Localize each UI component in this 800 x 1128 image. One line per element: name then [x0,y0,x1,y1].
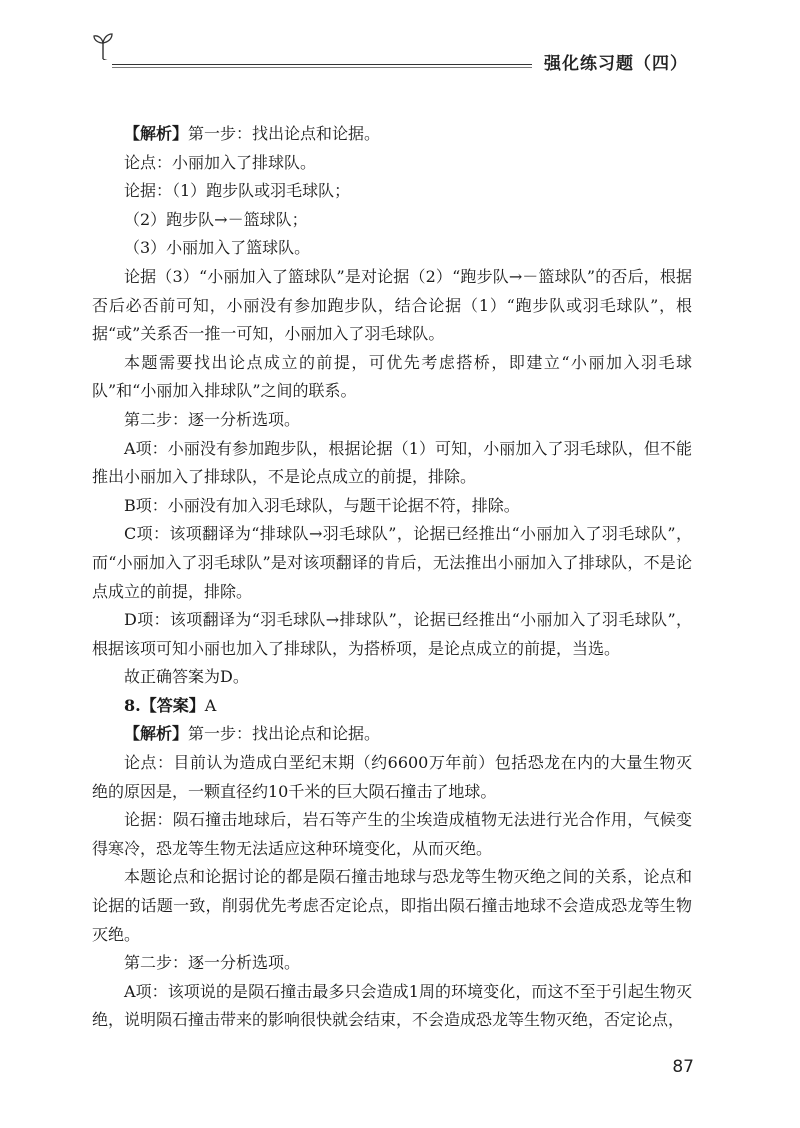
paragraph [92,120,692,149]
sprout-icon [92,30,114,60]
paragraph-text: 论点：目前认为造成白垩纪末期（约6600万年前）包括恐龙在内的大量生物灭绝的原因是，一颗直径约10千米的巨大陨石撞击了地球。 [92,753,692,801]
paragraph [92,520,692,606]
paragraph [92,206,692,235]
paragraph [92,978,692,1035]
paragraph [92,606,692,663]
paragraph [92,263,692,349]
paragraph-text: D项：该项翻译为“羽毛球队→排球队”，论据已经推出“小丽加入了羽毛球队”，根据该项可知小丽也加入了排球队，为搭桥项，是论点成立的前提，当选。 [92,610,692,658]
paragraph-text: 第一步：找出论点和论据。 [188,724,381,744]
paragraph [92,349,692,406]
paragraph-text: A项：该项说的是陨石撞击最多只会造成1周的环境变化，而这不至于引起生物灭绝，说明陨石撞击带来的影响很快就会结束，不会造成恐龙等生物灭绝，否定论点， [92,981,692,1030]
paragraph-text: 第二步：逐一分析选项。 [124,953,301,973]
paragraph-label: 【解析】 [124,724,189,744]
paragraph-text: 第二步：逐一分析选项。 [124,409,301,429]
paragraph-text: 论点：小丽加入了排球队。 [124,152,317,172]
paragraph [92,949,692,978]
paragraph [92,663,692,692]
paragraph [92,720,692,749]
paragraph [92,234,692,263]
header-rule [112,64,532,65]
page-number: 87 [672,1057,694,1077]
paragraph-label: 8.【答案】 [124,695,205,715]
paragraph [92,492,692,521]
paragraph-text: 本题论点和论据讨论的都是陨石撞击地球与恐龙等生物灭绝之间的关系，论点和论据的话题一致，削弱优先考虑否定论点，即指出陨石撞击地球不会造成恐龙等生物灭绝。 [92,867,692,944]
paragraph-label: 【解析】 [124,124,189,143]
paragraph-text: 论据（3）“小丽加入了篮球队”是对论据（2）“跑步队→－篮球队”的否后，根据否后必否前可知，小丽没有参加跑步队，结合论据（1）“跑步队或羽毛球队”，根据“或”关系否一推一可知，小丽加入了羽毛球队。 [92,266,692,344]
paragraph-text: B项：小丽没有加入羽毛球队，与题干论据不符，排除。 [124,495,520,515]
paragraph-text: A项：小丽没有参加跑步队，根据论据（1）可知，小丽加入了羽毛球队，但不能推出小丽加入了排球队，不是论点成立的前提，排除。 [92,438,692,487]
paragraph [92,749,692,806]
paragraph [92,435,692,492]
running-header-title: 强化练习题（四） [544,54,688,74]
paragraph-text: A [204,695,217,715]
paragraph-text: C项：该项翻译为“排球队→羽毛球队”，论据已经推出“小丽加入了羽毛球队”，而“小丽加入了羽毛球队”是对该项翻译的肯后，无法推出小丽加入了排球队，不是论点成立的前提，排除。 [92,524,692,601]
paragraph [92,863,692,949]
paragraph-text: 故正确答案为D。 [124,667,249,687]
paragraph-text: 论据：陨石撞击地球后，岩石等产生的尘埃造成植物无法进行光合作用，气候变得寒冷，恐龙等生物无法适应这种环境变化，从而灭绝。 [92,810,692,858]
page-body [92,120,692,1035]
paragraph [92,806,692,863]
paragraph [92,406,692,435]
paragraph-text: （2）跑步队→－篮球队； [124,209,308,229]
header-rule-thin [112,67,532,68]
paragraph-text: 论据：（1）跑步队或羽毛球队； [124,181,351,201]
paragraph-text: 本题需要找出论点成立的前提，可优先考虑搭桥，即建立“小丽加入羽毛球队”和“小丽加入排球队”之间的联系。 [92,352,692,401]
paragraph [92,692,692,721]
paragraph-text: 第一步：找出论点和论据。 [188,124,381,143]
paragraph [92,149,692,178]
paragraph-text: （3）小丽加入了篮球队。 [124,238,311,258]
paragraph [92,177,692,206]
